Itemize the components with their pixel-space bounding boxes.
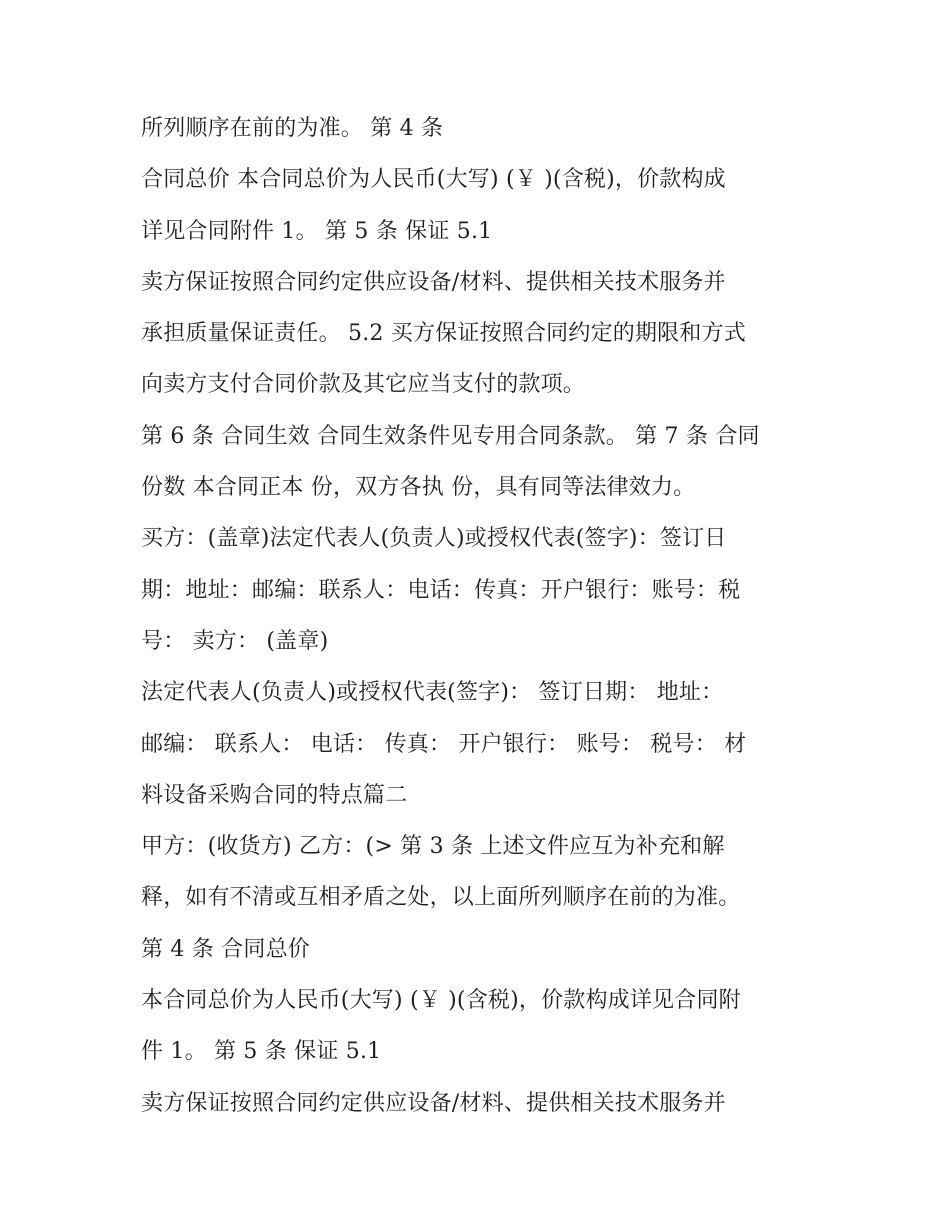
text-line: 甲方：(收货方) 乙方：(> 第 3 条 上述文件应互为补充和解 <box>141 834 725 860</box>
text-line: 件 1。 第 5 条 保证 5.1 <box>141 1039 382 1065</box>
text-line: 邮编： 联系人： 电话： 传真： 开户银行： 账号： 税号： 材 <box>141 731 747 757</box>
text-line: 卖方保证按照合同约定供应设备/材料、提供相关技术服务并 <box>141 1090 726 1116</box>
text-line: 第 6 条 合同生效 合同生效条件见专用合同条款。 第 7 条 合同 <box>141 423 760 449</box>
text-line: 详见合同附件 1。 第 5 条 保证 5.1 <box>141 218 493 244</box>
text-line: 份数 本合同正本 份，双方各执 份，具有同等法律效力。 <box>141 475 696 501</box>
text-line: 本合同总价为人民币(大写) (￥ )(含税)，价款构成详见合同附 <box>141 988 741 1014</box>
text-line: 卖方保证按照合同约定供应设备/材料、提供相关技术服务并 <box>141 269 726 295</box>
text-line: 买方：(盖章)法定代表人(负责人)或授权代表(签字)：签订日 <box>141 526 727 552</box>
text-line: 期：地址：邮编：联系人：电话：传真：开户银行：账号：税 <box>141 577 741 603</box>
text-line: 承担质量保证责任。 5.2 买方保证按照合同约定的期限和方式 <box>141 321 746 347</box>
text-line: 向卖方支付合同价款及其它应当支付的款项。 <box>141 372 586 398</box>
document-body <box>141 103 821 1129</box>
text-line: 释，如有不清或互相矛盾之处，以上面所列顺序在前的为准。 <box>141 885 741 911</box>
text-line: 法定代表人(负责人)或授权代表(签字)： 签订日期： 地址： <box>141 680 724 706</box>
section-heading: 料设备采购合同的特点篇二 <box>141 782 408 808</box>
text-line: 号： 卖方： (盖章) <box>141 628 329 654</box>
text-line: 所列顺序在前的为准。 第 4 条 <box>141 116 444 141</box>
text-line: 合同总价 本合同总价为人民币(大写) (￥ )(含税)，价款构成 <box>141 167 726 193</box>
text-line: 第 4 条 合同总价 <box>141 936 310 962</box>
